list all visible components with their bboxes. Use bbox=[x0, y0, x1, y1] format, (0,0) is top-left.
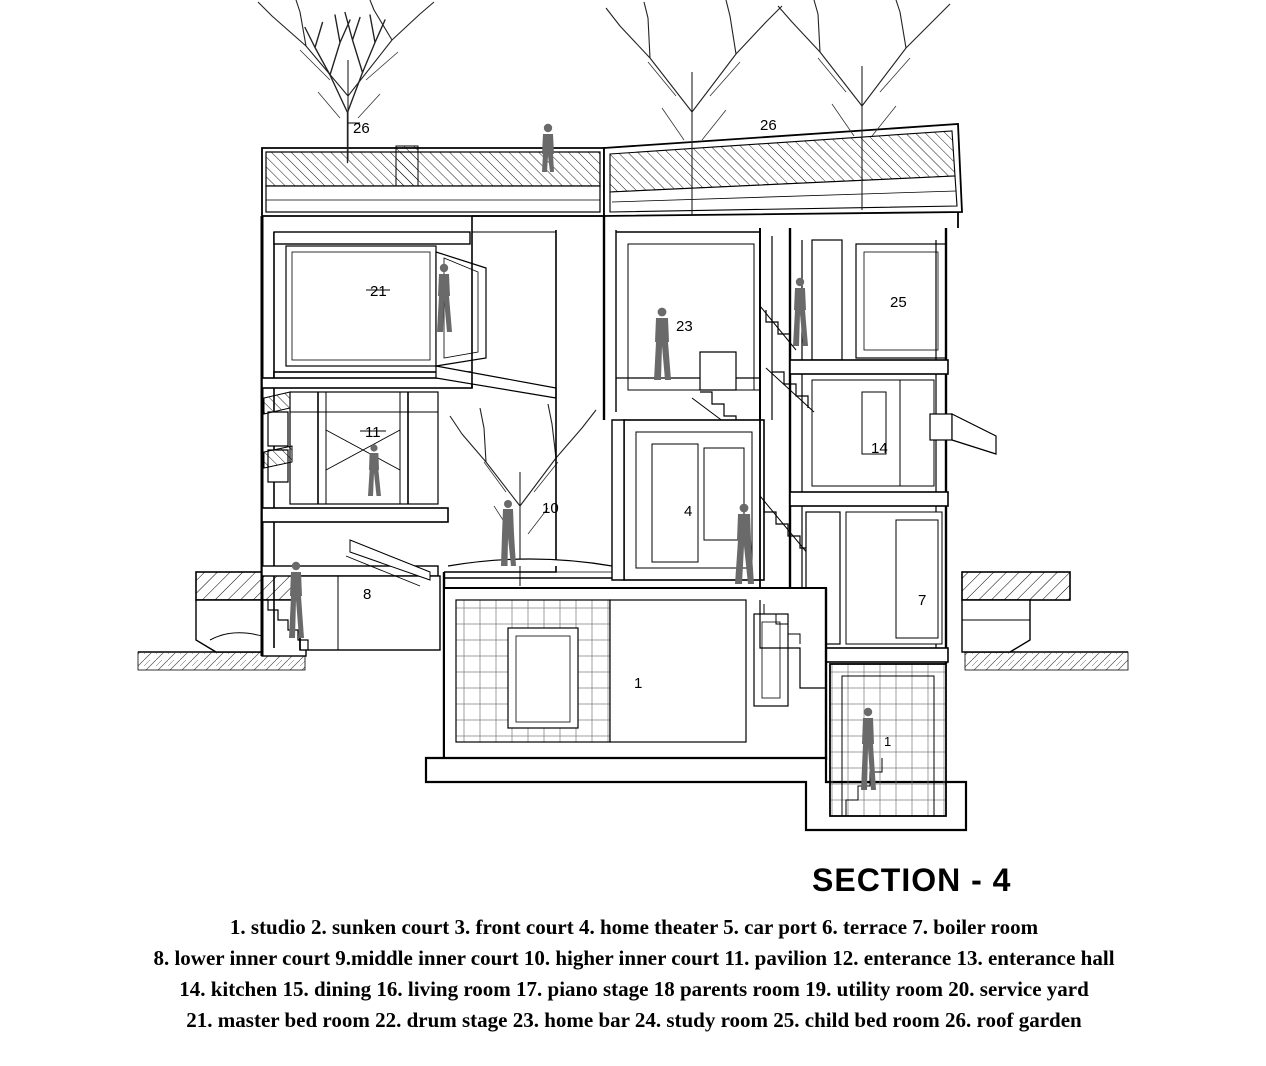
tree-roof-left bbox=[258, 0, 434, 163]
room-number-1-basement: 1 bbox=[884, 734, 892, 749]
right-terrace-slab bbox=[962, 572, 1070, 652]
room-number-25: 25 bbox=[890, 294, 907, 311]
drawing-title: SECTION - 4 bbox=[812, 862, 1012, 898]
room-number-1-studio: 1 bbox=[634, 675, 643, 692]
left-terrace-slab bbox=[196, 572, 306, 656]
room-number-26-left: 26 bbox=[353, 120, 370, 137]
room-number-8: 8 bbox=[363, 586, 372, 603]
roof-assembly bbox=[262, 124, 962, 232]
room-number-4: 4 bbox=[684, 503, 693, 520]
room-number-21: 21 bbox=[370, 283, 387, 300]
room-number-26-right: 26 bbox=[760, 117, 777, 134]
room-number-23: 23 bbox=[676, 318, 693, 335]
room-number-11: 11 bbox=[365, 424, 381, 441]
legend-line-2: 8. lower inner court 9.middle inner court 10. higher inner court 11. pavilion 12. enterance 13. enterance hall bbox=[153, 946, 1115, 970]
legend-line-3: 14. kitchen 15. dining 16. living room 17. piano stage 18 parents room 19. utility room 20. service yard bbox=[179, 977, 1089, 1001]
legend-line-4: 21. master bed room 22. drum stage 23. home bar 24. study room 25. child bed room 26. roof garden bbox=[186, 1008, 1082, 1032]
room-number-7: 7 bbox=[918, 592, 927, 609]
room-number-14: 14 bbox=[871, 440, 888, 457]
legend bbox=[6, 912, 1262, 1036]
legend-line-1: 1. studio 2. sunken court 3. front court 4. home theater 5. car port 6. terrace 7. boiler room bbox=[229, 915, 1039, 939]
room-number-10: 10 bbox=[542, 500, 559, 517]
